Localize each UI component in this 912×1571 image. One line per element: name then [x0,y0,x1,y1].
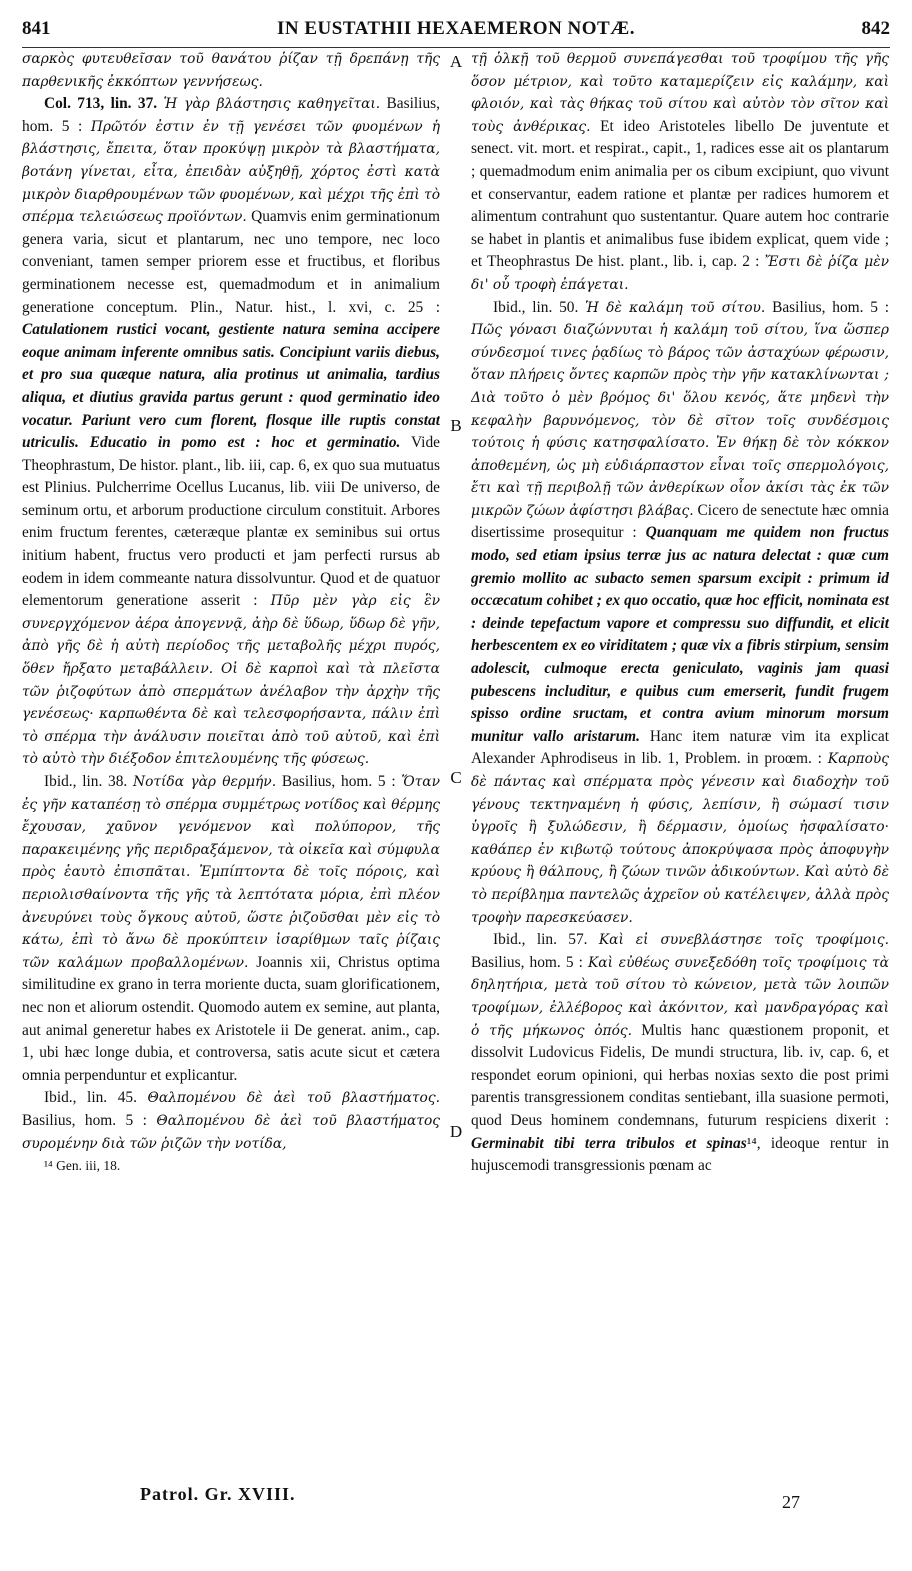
note-author: Basilius, hom. 5 : [22,95,440,135]
latin-text: Multis hanc quæstionem proponit, et dissolvit Ludovicus Fidelis, De mundi structura, lib. iv, cap. 6, et respondet eorum opinioni, qui herbas noxias sexto die post primi parentis transgressionem conditas sentiebant, illa suasione permoti, quod Deus hominem condemnans, futurum respiciens dixerit : [471,1021,889,1129]
note-paragraph [471,48,889,297]
note-reference: Ibid., lin. 57. [493,931,588,949]
note-lemma: Ἡ δὲ καλάμη τοῦ σίτου. [585,299,766,316]
note-author: Basilius, hom. 5 : [772,298,889,316]
note-paragraph [471,297,889,930]
right-column [471,48,889,1488]
greek-text: τῇ ὁλκῇ τοῦ θερμοῦ συνεπάγεσθαι τοῦ τροφίμου τῆς γῆς ὅσον μέτριον, καὶ τοῦτο καταμερίζειν εἰς καλάμην, καὶ φλοιόν, καὶ τὰς θήκας τοῦ σίτου καὶ αὐτὸν τὸν σῖτον καὶ τοὺς ἀνθέρικας. [471,51,889,135]
latin-text: Quamvis enim germinationum genera varia, sicut et plantarum, nec uno tempore, nec loco conveniant, tamen semper priorem esse et fructibus, et floribus germinationem necesse est, quemadmodum et in animalium generatione conceptum. Plin., Natur. hist., l. xvi, c. 25 : [22,208,440,316]
note-paragraph [22,48,440,93]
note-paragraph [22,1087,440,1155]
note-reference: Ibid., lin. 38. [44,773,128,790]
greek-text: Πῶς γόνασι διαζώννυται ἡ καλάμη τοῦ σίτου, ἵνα ὥσπερ σύνδεσμοί τινες ῥᾳδίως τὸ βάρος τῶν ἀσταχύων φέρωσιν, ὅταν πλήρεις ὄντες καρπῶν πρὸς τὴν γῆν κατακλίνωνται ; Διὰ τοῦτο ὁ μὲν βρόμος δι' ὅλου κενός, ἅτε μηδενὶ τὴν κεφαλὴν βαρυνόμενος, τὸν δὲ σῖτον τοῖς συνδέσμοις τούτοις ἡ φύσις κατησφαλίσατο. Ἐν θήκῃ δὲ τὸν κόκκον ἀποθεμένη, ὡς μὴ εὐδιάρπαστον εἶναι τοῖς σπερμολόγοις, ἔτι καὶ τῇ περιβολῇ τῶν ἀνθερίκων οἷον ἀκίσι τὰς ἐκ τῶν μικρῶν ζώων ἀφίστησι βλάβας. [471,322,889,519]
greek-text: σαρκὸς φυτευθεῖσαν τοῦ θανάτου ῥίζαν τῇ δρεπάνῃ τῆς παρθενικῆς ἐκκόπτων γεννήσεως. [22,51,440,90]
latin-text: Hanc item naturæ vim ita explicat Alexander Aphrodiseus in lib. 1, Problem. in proœm. : [471,727,889,768]
note-paragraph [22,771,440,1087]
note-reference: Ibid., lin. 50. [493,298,579,316]
latin-text: Et ideo Aristoteles libello De juventute et senect. vit. mort. et respirat., capit., 1, radices esse ait os plantarum ; quemadmodum enim animalia per os cibum excipiunt, quo vivunt et conservantur, eadem ratione et plantæ per radices humorem et alimentum contrahunt quo sustentantur. Quare autem hoc contrarie se habet in plantis et animalibus fuse ibidem explicat, quem vide ; et Theophrastus De hist. plant., lib. i, cap. 2 : [471,117,889,271]
left-column [22,48,440,1488]
page-number-left: 841 [22,18,51,39]
quotation-text: Germinabit tibi terra tribulos et spinas [471,1134,747,1152]
note-paragraph [471,929,889,1178]
greek-text: Καὶ εὐθέως συνεξεδόθη τοῖς τροφίμοις τὰ δηλητήρια, μετὰ τοῦ σίτου τὸ κώνειον, μετὰ τῶν λοιπῶν τροφίμων, ἐλλέβορος καὶ ἀκόνιτον, καὶ μανδραγόρας καὶ ὁ τῆς μήκωνος ὀπός. [471,954,889,1039]
printer-signature: Patrol. Gr. XVIII. [140,1484,296,1504]
note-lemma: Θαλπομένου δὲ ἀεὶ τοῦ βλαστήματος. [147,1090,440,1107]
greek-text: Ὅταν ἐς γῆν καταπέσῃ τὸ σπέρμα συμμέτρως νοτίδος καὶ θέρμης ἔχουσαν, χαῦνον γενόμενον καὶ πολύπορον, τῆς παρακειμένης γῆς περιδραξάμενον, τὰ οἰκεῖα καὶ σύμφυλα πρὸς ἑαυτὸ ἐπισπᾶται. Ἐμπίπτοντα δὲ τοῖς πόροις, καὶ περιολισθαίνοντα τῆς γῆς τὰ λεπτότατα μόρια, ἐπὶ πλέον ἀνευρύνει τοὺς ὄγκους αὐτοῦ, ὥστε ῥιζοῦσθαι μὲν εἰς τὸ κάτω, ἐπὶ τὸ ἄνω δὲ προκύπτειν ἰσαρίθμων ταῖς ῥίζαις τῶν καλάμων προβαλλομένων. [22,774,440,971]
latin-text: , ideoque rentur in hujuscemodi transgressionis pœnam ac [471,1134,889,1175]
greek-text: Ἔστι δὲ ῥίζα μὲν δι' οὗ τροφὴ ἐπάγεται. [471,254,889,293]
quotation-text: Quanquam me quidem non fructus modo, sed etiam ipsius terræ jus ac natura delectat : quæ cum gremio mollito ac subacto semen sparsum excipit : primum id occæcatum cohibet ; ex quo occatio, quæ hoc efficit, nominata est : deinde tepefactum vapore et compressu suo diffundit, et elicit herbescentem ex eo viriditatem ; quæ vix a fibris stirpium, sensim adolescit, culmoque erecta geniculato, vaginis jam quasi pubescens includitur, e quibus cum emerserit, fundit frugem spisso ordine sructam, et contra avium minorum morsum munitur vallo aristarum. [471,524,889,745]
greek-text: Θαλπομένου δὲ ἀεὶ τοῦ βλαστήματος συρομένην διὰ τῶν ῥιζῶν τὴν νοτίδα, [22,1112,440,1152]
note-author: Basilius, hom. 5 : [471,953,583,971]
running-header [22,18,890,46]
sheet-number: 27 [782,1492,800,1512]
running-title: IN EUSTATHII HEXAEMERON NOTÆ. [277,18,635,39]
note-author: Basilius, hom. 5 : [22,1111,147,1129]
footnote-reference: ¹⁴ [746,1134,757,1152]
quotation-text: Catulationem rustici vocant, gestiente natura semina accipere eoque animam inferente omnibus satis. Concipiunt variis diebus, et pro sua quæque natura, alia protinus ut animalia, tardius aliqua, et diutius gravida partus gerunt : quod germinatio ideo vocatur. Pariunt vero cum florent, flosque ille ruptis constat utriculis. Educatio in pomo est : hoc et germinatio. [22,321,440,452]
latin-text: Cicero de senectute hæc omnia disertissime prosequitur : [471,501,889,542]
note-lemma: Ἡ γὰρ βλάστησις καθηγεῖται. [163,96,381,113]
section-marker-d: D [449,1122,463,1141]
note-reference: Col. 713, lin. 37. [44,95,158,113]
section-marker-a: A [449,52,463,71]
latin-text: Vide Theophrastum, De histor. plant., lib. iii, cap. 6, ex quo sua mutuatus est Plinius. Pulcherrime Ocellus Lucanus, lib. viii De universo, de seminum ortu, et arborum productione circulum constituit. Arbores enim fructum ferentes, cæteræque plantæ ex seminibus sui ortus initium habent, fructus vero producti et jam perfecti rursus ab eodem in idem commeante natura dissolvuntur. Quod et de quatuor elementorum generatione asserit : [22,434,440,610]
greek-text: Πρῶτόν ἐστιν ἐν τῇ γενέσει τῶν φυομένων ἡ βλάστησις, ἔπειτα, ὅταν προκύψῃ μικρὸν τὰ βλαστήματα, βοτάνη γίνεται, εἶτα, ἐπειδὰν αὐξηθῇ, χόρτος ἐστὶ κατὰ μικρὸν διαρθρουμένων τῶν φυομένων, καὶ μέχρι τῆς ἐπὶ τὸ σπέρμα τελειώσεως προϊόντων. [22,118,440,226]
note-paragraph [22,93,440,771]
greek-text: Καρποὺς δὲ πάντας καὶ σπέρματα πρὸς γένεσιν καὶ διαδοχὴν τοῦ γένους τεκτηναμένη ἡ φύσις, λεπίσιν, ἢ σώμασί τισιν ὑγροῖς ἢ ξυλώδεσιν, ἢ δέρμασιν, ὁμοίως ἠσφαλίσατο· καθάπερ ἐν κιβωτῷ τούτους ἀποκρύψασα πρὸς ἀποφυγὴν κρύους ἢ θάλπους, ἢ ζώων τινῶν ἀδικούντων. Καὶ αὐτὸ δὲ τὸ περίβλημα παντελῶς ἀχρεῖον οὐ κατέλειψεν, ἀλλὰ πρὸς τροφὴν παρεσκεύασεν. [471,751,889,926]
footnote: ¹⁴ Gen. iii, 18. [44,1158,121,1174]
latin-text: Joannis xii, Christus optima similitudine ex grano in terra moriente ducta, suam glorificationem, nec non et aliorum ostendit. Quomodo autem ex semine, aut planta, aut animal generetur habes ex Aristotele ii De generat. anim., cap. 1, ubi hæc longe dubia, et controversa, satis acute sicut et cætera omnia perpenduntur et explicantur. [22,953,440,1084]
section-marker-c: C [450,768,462,787]
page-number-right: 842 [861,18,890,39]
note-lemma: Νοτίδα γὰρ θερμήν. [133,774,277,790]
section-marker-b: B [450,416,462,435]
page-footer [22,1484,890,1514]
note-author: Basilius, hom. 5 : [281,773,396,790]
note-lemma: Καὶ εἰ συνεβλάστησε τοῖς τροφίμοις. [598,932,889,949]
greek-text: Πῦρ μὲν γὰρ εἰς ἓν συνεργχόμενον ἀέρα ἀπογεννᾷ, ἀὴρ δὲ ὕδωρ, ὕδωρ δὲ γῆν, ἀπὸ γῆς δὲ ἡ αὐτὴ περίοδος τῆς μεταβολῆς μέχρι πυρός, ὅθεν ἤρξατο μεταβάλλειν. Οἱ δὲ καρποὶ καὶ τὰ πλεῖστα τῶν ῥιζοφύτων ἀπὸ σπερμάτων ἀνέλαβον τὴν ἀρχὴν τῆς γενέσεως· καρπωθέντα δὲ καὶ τελεσφορήσαντα, πάλιν ἐπὶ τὸ σπέρμα τὴν ἀνάλυσιν ποιεῖται ἀπὸ τοῦ αὐτοῦ, καὶ ἐπὶ τὸ αὐτὸ τὴν διέξοδον ἐπιτελουμένης τῆς φύσεως. [22,593,440,768]
note-reference: Ibid., lin. 45. [44,1089,137,1107]
